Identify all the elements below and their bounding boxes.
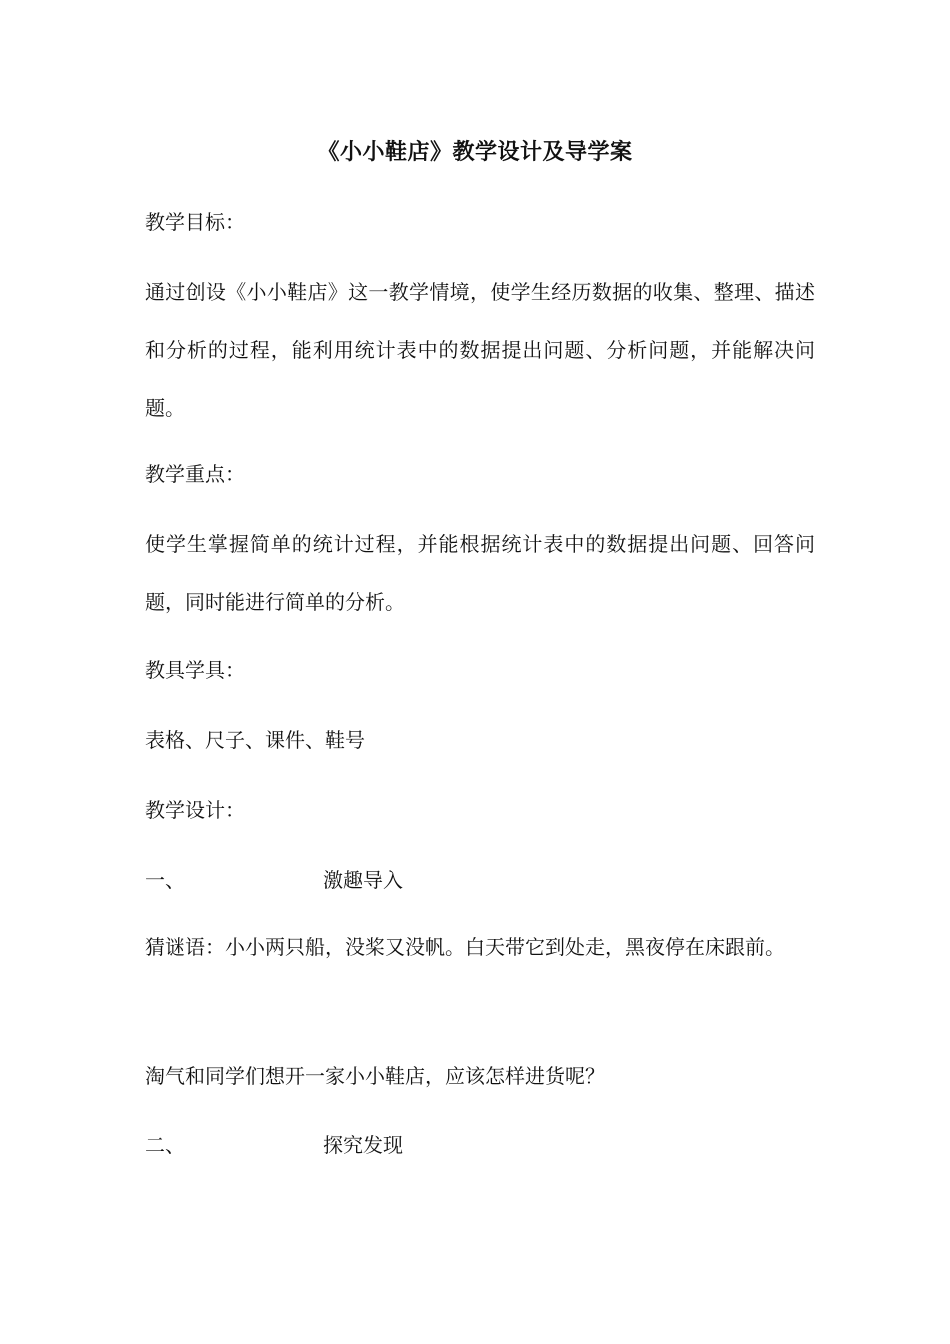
section-heading-2 (145, 1129, 815, 1161)
document-title: 《小小鞋店》教学设计及导学案 (317, 139, 633, 165)
section-heading-1 (145, 864, 815, 896)
objectives-text: 通过创设《小小鞋店》这一教学情境，使学生经历数据的收集、整理、描述和分析的过程，能利用统计表中的数据提出问题、分析问题，并能解决问题。 (145, 280, 815, 420)
objectives-label: 教学目标： (145, 210, 245, 234)
section-number: 二、 (145, 1133, 185, 1157)
section-title: 激趣导入 (323, 868, 403, 892)
question-text: 淘气和同学们想开一家小小鞋店，应该怎样进货呢？ (145, 1064, 605, 1088)
key-points-text: 使学生掌握简单的统计过程，并能根据统计表中的数据提出问题、回答问题，同时能进行简单的分析。 (145, 532, 815, 614)
section-title: 探究发现 (323, 1133, 403, 1157)
design-label: 教学设计： (145, 798, 245, 822)
tools-text: 表格、尺子、课件、鞋号 (145, 728, 365, 752)
section-number: 一、 (145, 868, 185, 892)
tools-label: 教具学具： (145, 658, 245, 682)
riddle-text: 猜谜语：小小两只船，没桨又没帆。白天带它到处走，黑夜停在床跟前。 (145, 935, 785, 959)
key-points-label: 教学重点： (145, 462, 245, 486)
